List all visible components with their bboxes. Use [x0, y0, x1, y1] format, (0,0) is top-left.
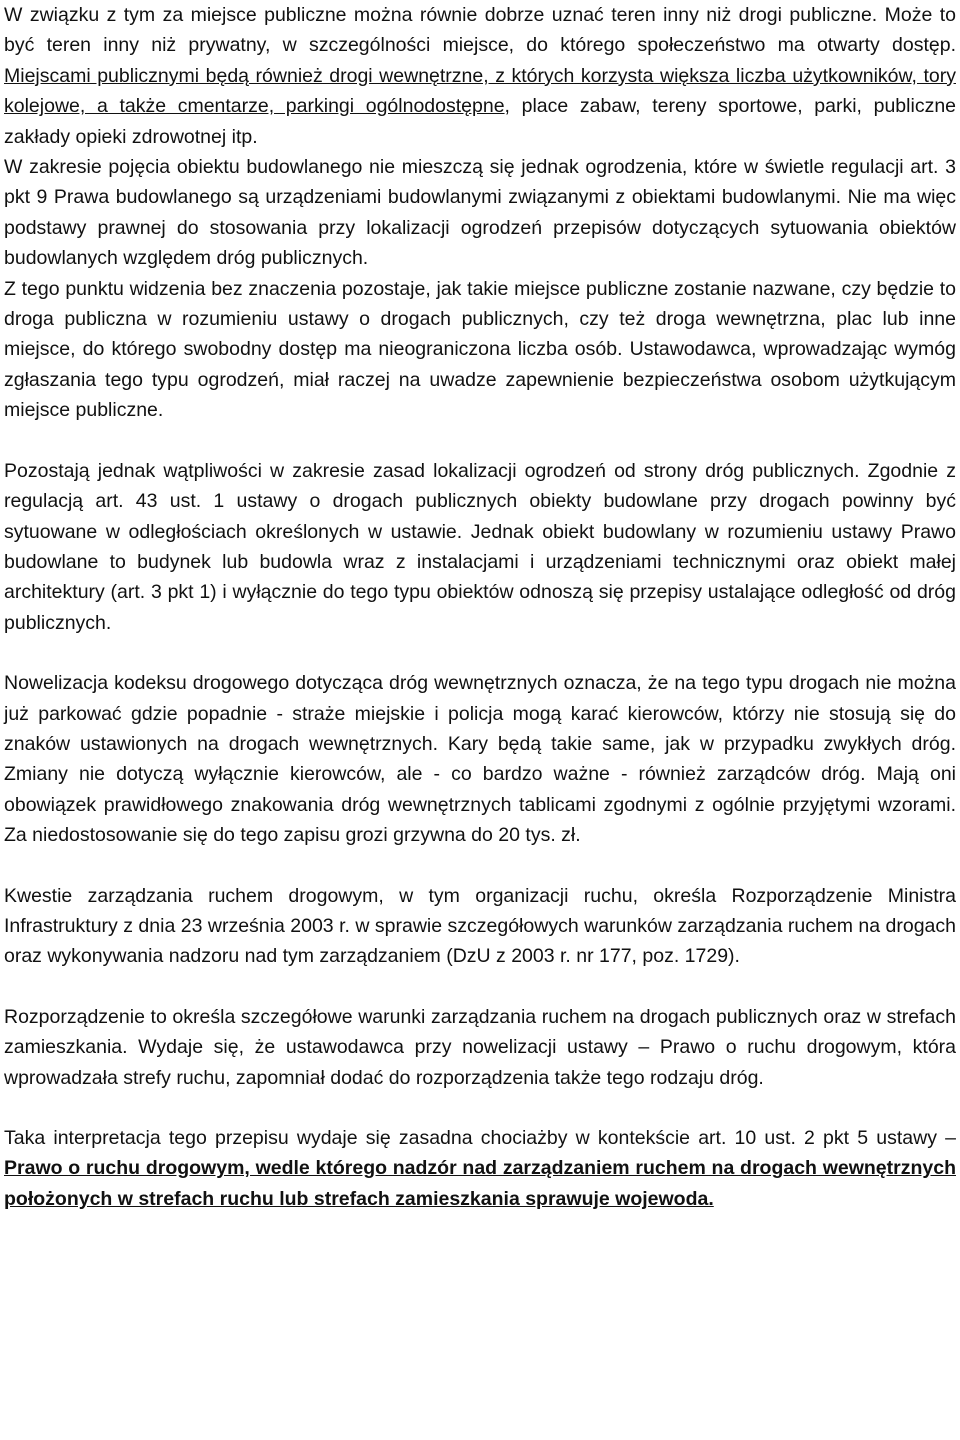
- paragraph-traffic-management-regulation: [4, 881, 956, 972]
- paragraph-text: Z tego punktu widzenia bez znaczenia pozostaje, jak takie miejsce publiczne zostanie nazwane, czy będzie to droga publiczna w rozumieniu ustawy o drogach publicznych, czy też droga wewnętrzna, plac lub inne miejsce, do którego swobodny dostęp ma nieograniczona liczba osób. Ustawodawca, wprowadzając wymóg zgłaszania tego typu ogrodzeń, miał raczej na uwadze zapewnienie bezpieczeństwa osobom użytkującym miejsce publiczne.: [4, 277, 956, 422]
- bold-underlined-text: Prawo o ruchu drogowym, wedle którego nadzór nad zarządzaniem ruchem na drogach wewnętrznych położonych w strefach ruchu lub strefach zamieszkania sprawuje wojewoda.: [4, 1157, 956, 1210]
- paragraph-road-code-amendment: [4, 668, 956, 850]
- paragraph-text: , place zabaw, tereny sportowe, parki, publiczne zakłady opieki zdrowotnej itp.: [4, 95, 957, 148]
- paragraph-gap: [4, 1093, 956, 1123]
- paragraph-text: Kwestie zarządzania ruchem drogowym, w tym organizacji ruchu, określa Rozporządzenie Ministra Infrastruktury z dnia 23 września 2003 r. w sprawie szczegółowych warunków zarządzania ruchem na drogach oraz wykonywania nadzoru nad tym zarządzaniem (DzU z 2003 r. nr 177, poz. 1729).: [4, 884, 956, 968]
- underlined-text: Miejscami publicznymi będą również drogi wewnętrzne, z których korzysta większa liczba użytkowników, tory kolejowe, a także cmentarze, parkingi ogólnodostępne: [4, 64, 956, 118]
- paragraph-gap: [4, 851, 956, 881]
- paragraph-text: W związku z tym za miejsce publiczne można równie dobrze uznać teren inny niż drogi publiczne. Może to być teren inny niż prywatny, w szczególności miejsce, do którego społeczeństwo ma otwarty dostęp.: [4, 4, 956, 57]
- paragraph-text: Nowelizacja kodeksu drogowego dotycząca dróg wewnętrznych oznacza, że na tego typu drogach nie można już parkować gdzie popadnie - straże miejskie i policja mogą karać kierowców, którzy nie stosują się do znaków ustawionych na drogach wewnętrznych. Kary będą takie same, jak w przypadku zwykłych dróg. Zmiany nie dotyczą wyłącznie kierowców, ale - co bardzo ważne - również zarządców dróg. Mają oni obowiązek prawidłowego znakowania dróg wewnętrznych tablicami zgodnymi z ogólnie przyjętymi wzorami. Za niedostosowanie się do tego zapisu grozi grzywna do 20 tys. zł.: [4, 672, 956, 847]
- paragraph-gap: [4, 972, 956, 1002]
- paragraph-text: W zakresie pojęcia obiektu budowlanego nie mieszczą się jednak ogrodzenia, które w świetle regulacji art. 3 pkt 9 Prawa budowlanego są urządzeniami budowlanymi związanymi z obiektami budowlanymi. Nie ma więc podstawy prawnej do stosowania przy lokalizacji ogrodzeń przepisów dotyczących sytuowania obiektów budowlanych względem dróg publicznych.: [4, 156, 956, 270]
- paragraph-regulation-scope: [4, 1002, 956, 1093]
- paragraph-interpretation: [4, 1123, 956, 1214]
- paragraph-text: Pozostają jednak wątpliwości w zakresie zasad lokalizacji ogrodzeń od strony dróg publicznych. Zgodnie z regulacją art. 43 ust. 1 ustawy o drogach publicznych obiekty budowlane przy drogach powinny być sytuowane w odległościach określonych w ustawie. Jednak obiekt budowlany w rozumieniu ustawy Prawo budowlane to budynek lub budowla wraz z instalacjami i urządzeniami technicznymi oraz obiekt małej architektury (art. 3 pkt 1) i wyłącznie do tego typu obiektów odnoszą się przepisy ustalające odległość od dróg publicznych.: [4, 459, 956, 634]
- paragraph-gap: [4, 426, 956, 456]
- paragraph-fence-location-doubts: [4, 456, 956, 638]
- paragraph-gap: [4, 638, 956, 668]
- document-page: [4, 0, 956, 1214]
- paragraph-text: Rozporządzenie to określa szczegółowe warunki zarządzania ruchem na drogach publicznych oraz w strefach zamieszkania. Wydaje się, że ustawodawca przy nowelizacji ustawy – Prawo o ruchu drogowym, która wprowadzała strefy ruchu, zapomniał dodać do rozporządzenia także tego rodzaju dróg.: [4, 1005, 956, 1089]
- paragraph-public-places: [4, 0, 956, 152]
- paragraph-public-place-naming: [4, 274, 956, 426]
- paragraph-text: Taka interpretacja tego przepisu wydaje się zasadna chociażby w kontekście art. 10 ust. 2 pkt 5 ustawy –: [4, 1127, 956, 1149]
- paragraph-fences-building-law: [4, 152, 956, 274]
